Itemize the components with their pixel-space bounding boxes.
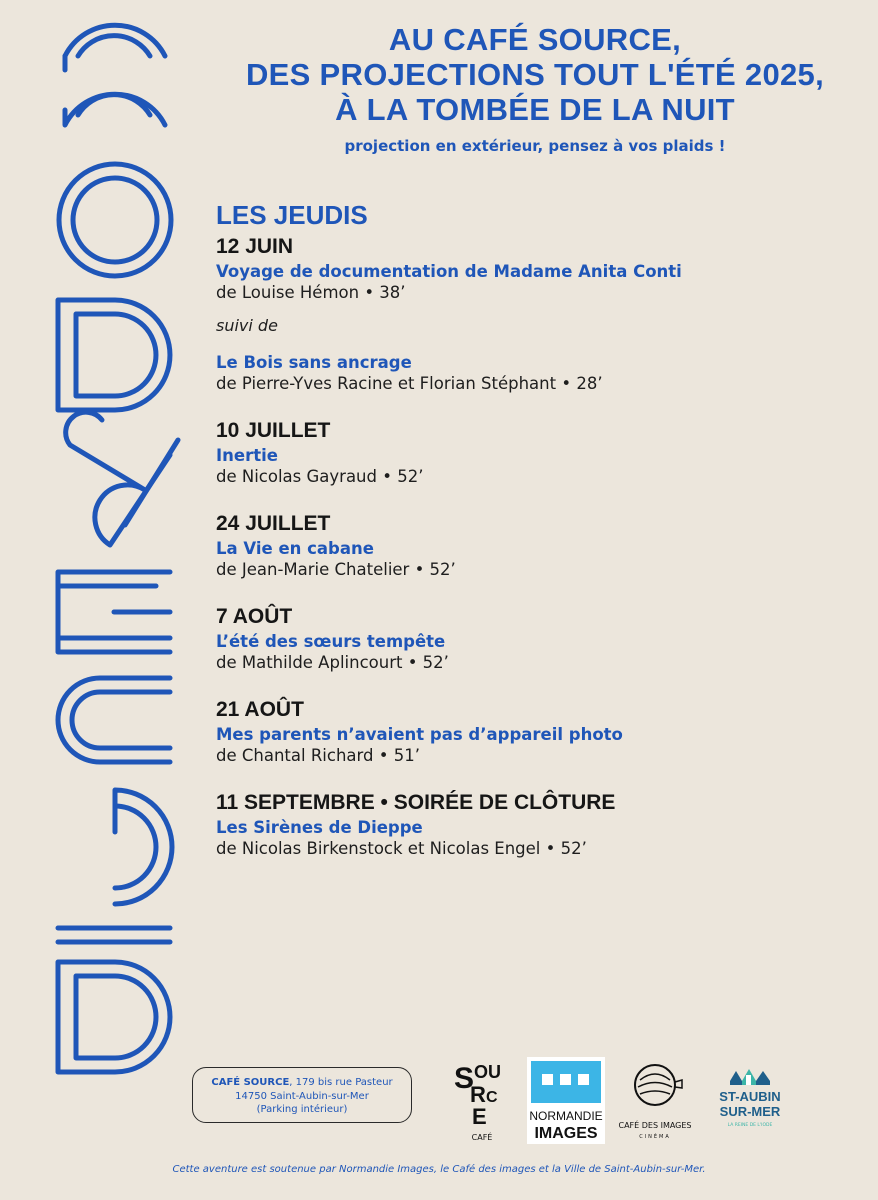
film-credit: de Nicolas Gayraud • 52’: [216, 467, 424, 486]
film-title: Les Sirènes de Dieppe: [216, 818, 423, 837]
cafe-images-line2: CINÉMA: [639, 1134, 671, 1140]
film-credit: de Mathilde Aplincourt • 52’: [216, 653, 449, 672]
film-credit-second: de Pierre-Yves Racine et Florian Stéphant • 28’: [216, 374, 603, 393]
film-title: L’été des sœurs tempête: [216, 632, 446, 651]
cafe-source-logo: [452, 1058, 512, 1144]
program-heading: LES JEUDIS: [216, 200, 368, 230]
address-parking: (Parking intérieur): [256, 1104, 348, 1115]
event-11-septembre: [216, 791, 856, 858]
letter-d-middle: [58, 300, 170, 410]
svg-text:E: E: [472, 1104, 487, 1129]
svg-text:R: R: [470, 1082, 486, 1107]
event-date: 21 AOÛT: [216, 698, 304, 721]
ampersand: [66, 412, 178, 545]
footer-credits: Cette aventure est soutenue par Normandie Images, le Café des images et la Ville de Saint-Aubin-sur-Mer.: [172, 1164, 706, 1175]
header: [205, 22, 865, 155]
event-21-aout: [216, 698, 856, 765]
title-line-3: À LA TOMBÉE DE LA NUIT: [335, 92, 735, 127]
st-aubin-sur-mer-logo: [716, 1063, 784, 1137]
address-line-1: [193, 1076, 411, 1090]
address-city: 14750 Saint-Aubin-sur-Mer: [235, 1090, 369, 1102]
cafe-des-images-logo: [610, 1060, 700, 1142]
event-date: 24 JUILLET: [216, 512, 331, 535]
title-line-1: AU CAFÉ SOURCE,: [388, 22, 682, 57]
film-title: Voyage de documentation de Madame Anita Conti: [216, 262, 682, 281]
letter-i: [58, 928, 170, 942]
film-title: Inertie: [216, 446, 278, 465]
title-line-2: DES PROJECTIONS TOUT L'ÉTÉ 2025,: [246, 57, 824, 92]
letter-d-bottom: [58, 962, 170, 1072]
address-box: [192, 1067, 412, 1123]
film-title-second: Le Bois sans ancrage: [216, 353, 412, 372]
followed-by-label: suivi de: [216, 316, 278, 335]
normandie-logo-line2: IMAGES: [534, 1125, 598, 1142]
film-title: La Vie en cabane: [216, 539, 374, 558]
event-24-juillet: [216, 512, 856, 579]
letter-e: [58, 572, 170, 652]
event-12-juin: [216, 235, 856, 393]
event-date: 7 AOÛT: [216, 605, 293, 628]
staubin-line2: SUR-MER: [719, 1104, 781, 1119]
film-credit: de Jean-Marie Chatelier • 52’: [216, 560, 456, 579]
subtitle: projection en extérieur, pensez à vos plaids !: [344, 137, 726, 155]
event-date: 11 SEPTEMBRE • SOIRÉE DE CLÔTURE: [216, 791, 616, 814]
letter-g: [115, 790, 172, 904]
venue-street: , 179 bis rue Pasteur: [289, 1077, 393, 1088]
normandie-logo-line1: NORMANDIE: [529, 1109, 603, 1123]
letter-o: [59, 164, 171, 276]
staubin-tagline: LA REINE DE L'IODE: [727, 1123, 773, 1128]
cafe-images-line1: CAFÉ DES IMAGES: [618, 1121, 692, 1130]
letter-u: [58, 678, 170, 762]
vertical-title-digue-doc: [30, 0, 190, 1085]
event-date: 12 JUIN: [216, 235, 294, 258]
normandie-images-logo: [527, 1057, 605, 1144]
svg-text:C: C: [486, 1089, 498, 1106]
event-7-aout: [216, 605, 856, 672]
letter-c: [65, 25, 165, 125]
source-logo-letters: S: [454, 1062, 475, 1095]
event-date: 10 JUILLET: [216, 419, 331, 442]
staubin-line1: ST-AUBIN: [719, 1089, 781, 1104]
venue-name: CAFÉ SOURCE: [211, 1077, 290, 1088]
film-credit: de Nicolas Birkenstock et Nicolas Engel • 52’: [216, 839, 587, 858]
film-credit: de Louise Hémon • 38’: [216, 283, 406, 302]
film-credit: de Chantal Richard • 51’: [216, 746, 420, 765]
program: [216, 200, 856, 884]
film-title: Mes parents n’avaient pas d’appareil photo: [216, 725, 623, 744]
event-10-juillet: [216, 419, 856, 486]
source-logo-label: CAFÉ: [471, 1133, 493, 1142]
svg-text:OU: OU: [474, 1062, 501, 1082]
